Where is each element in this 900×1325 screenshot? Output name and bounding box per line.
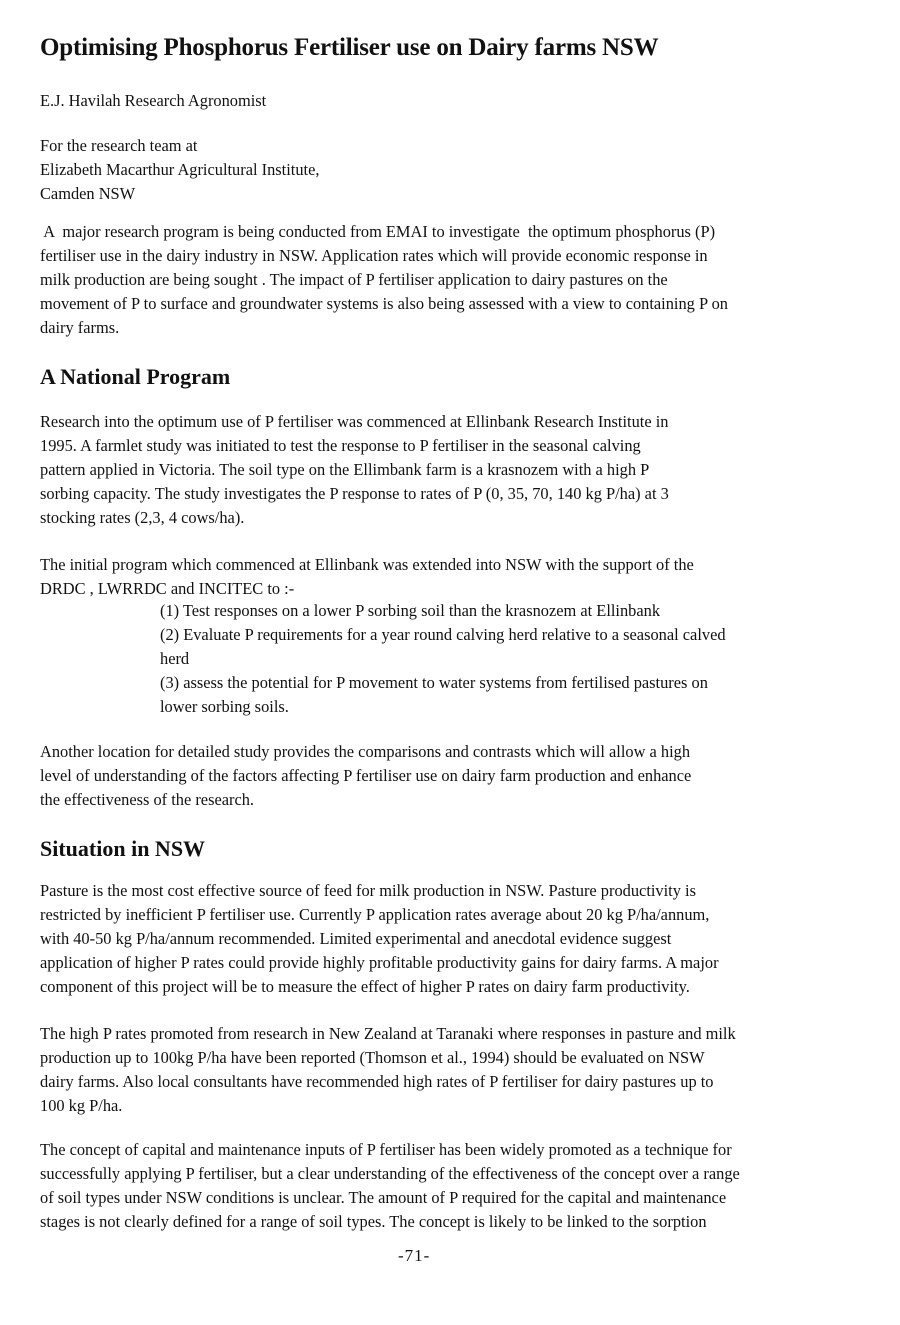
document-title: Optimising Phosphorus Fertiliser use on Dairy farms NSW [40, 34, 659, 61]
affiliation-line: Elizabeth Macarthur Agricultural Institute, [40, 160, 320, 179]
text-line: with 40-50 kg P/ha/annum recommended. Limited experimental and anecdotal evidence suggest [40, 929, 672, 948]
list-item-line: lower sorbing soils. [160, 697, 289, 716]
author-line: E.J. Havilah Research Agronomist [40, 91, 267, 110]
text-line: component of this project will be to measure the effect of higher P rates on dairy farm productivity. [40, 977, 690, 996]
list-item-line: (1) Test responses on a lower P sorbing soil than the krasnozem at Ellinbank [160, 601, 661, 620]
list-item-line: (2) Evaluate P requirements for a year round calving herd relative to a seasonal calved [160, 625, 726, 644]
page-number: -71- [398, 1246, 431, 1265]
text-line: successfully applying P fertiliser, but a clear understanding of the effectiveness of the concept over a range [40, 1164, 740, 1183]
text-line: 1995. A farmlet study was initiated to test the response to P fertiliser in the seasonal calving [40, 436, 641, 455]
list-item [160, 599, 726, 623]
text-line: Another location for detailed study provides the comparisons and contrasts which will allow a high [40, 742, 691, 761]
text-line: pattern applied in Victoria. The soil type on the Ellimbank farm is a krasnozem with a high P [40, 460, 650, 479]
text-line: movement of P to surface and groundwater systems is also being assessed with a view to containing P on [40, 294, 728, 313]
affiliation-line: Camden NSW [40, 184, 136, 203]
text-line: DRDC , LWRRDC and INCITEC to :- [40, 579, 295, 598]
text-line: stages is not clearly defined for a range of soil types. The concept is likely to be linked to the sorption [40, 1212, 707, 1231]
national-program-paragraph-3 [40, 740, 691, 812]
text-line: sorbing capacity. The study investigates the P response to rates of P (0, 35, 70, 140 kg P/ha) at 3 [40, 484, 669, 503]
situation-paragraph-3 [40, 1138, 740, 1234]
situation-paragraph-1 [40, 879, 719, 999]
text-line: A major research program is being conducted from EMAI to investigate the optimum phosphorus (P) [40, 222, 716, 241]
text-line: milk production are being sought . The impact of P fertiliser application to dairy pastures on the [40, 270, 668, 289]
text-line: The initial program which commenced at Ellinbank was extended into NSW with the support of the [40, 555, 694, 574]
text-line: of soil types under NSW conditions is unclear. The amount of P required for the capital and maintenance [40, 1188, 727, 1207]
text-line: 100 kg P/ha. [40, 1096, 123, 1115]
text-line: dairy farms. Also local consultants have recommended high rates of P fertiliser for dairy pastures up to [40, 1072, 714, 1091]
text-line: production up to 100kg P/ha have been reported (Thomson et al., 1994) should be evaluated on NSW [40, 1048, 705, 1067]
list-item-line: (3) assess the potential for P movement to water systems from fertilised pastures on [160, 673, 708, 692]
situation-paragraph-2 [40, 1022, 736, 1118]
list-item [160, 623, 726, 671]
text-line: application of higher P rates could provide highly profitable productivity gains for dairy farms. A major [40, 953, 719, 972]
affiliation-block [40, 134, 319, 206]
list-item [160, 671, 726, 719]
section-heading-situation-nsw: Situation in NSW [40, 836, 206, 861]
text-line: The high P rates promoted from research in New Zealand at Taranaki where responses in pasture and milk [40, 1024, 736, 1043]
list-item-line: herd [160, 649, 190, 668]
objectives-list [160, 599, 726, 719]
text-line: fertiliser use in the dairy industry in NSW. Application rates which will provide economic response in [40, 246, 708, 265]
text-line: stocking rates (2,3, 4 cows/ha). [40, 508, 245, 527]
text-line: level of understanding of the factors affecting P fertiliser use on dairy farm production and enhance [40, 766, 692, 785]
intro-paragraph [40, 220, 728, 340]
text-line: restricted by inefficient P fertiliser use. Currently P application rates average about 20 kg P/ha/annum, [40, 905, 710, 924]
text-line: the effectiveness of the research. [40, 790, 255, 809]
text-line: Research into the optimum use of P fertiliser was commenced at Ellinbank Research Institute in [40, 412, 669, 431]
text-line: Pasture is the most cost effective source of feed for milk production in NSW. Pasture productivity is [40, 881, 696, 900]
national-program-paragraph-1 [40, 410, 669, 530]
affiliation-line: For the research team at [40, 136, 198, 155]
text-line: dairy farms. [40, 318, 120, 337]
text-line: The concept of capital and maintenance inputs of P fertiliser has been widely promoted as a technique for [40, 1140, 732, 1159]
national-program-paragraph-2 [40, 553, 694, 601]
section-heading-national-program: A National Program [40, 364, 231, 389]
